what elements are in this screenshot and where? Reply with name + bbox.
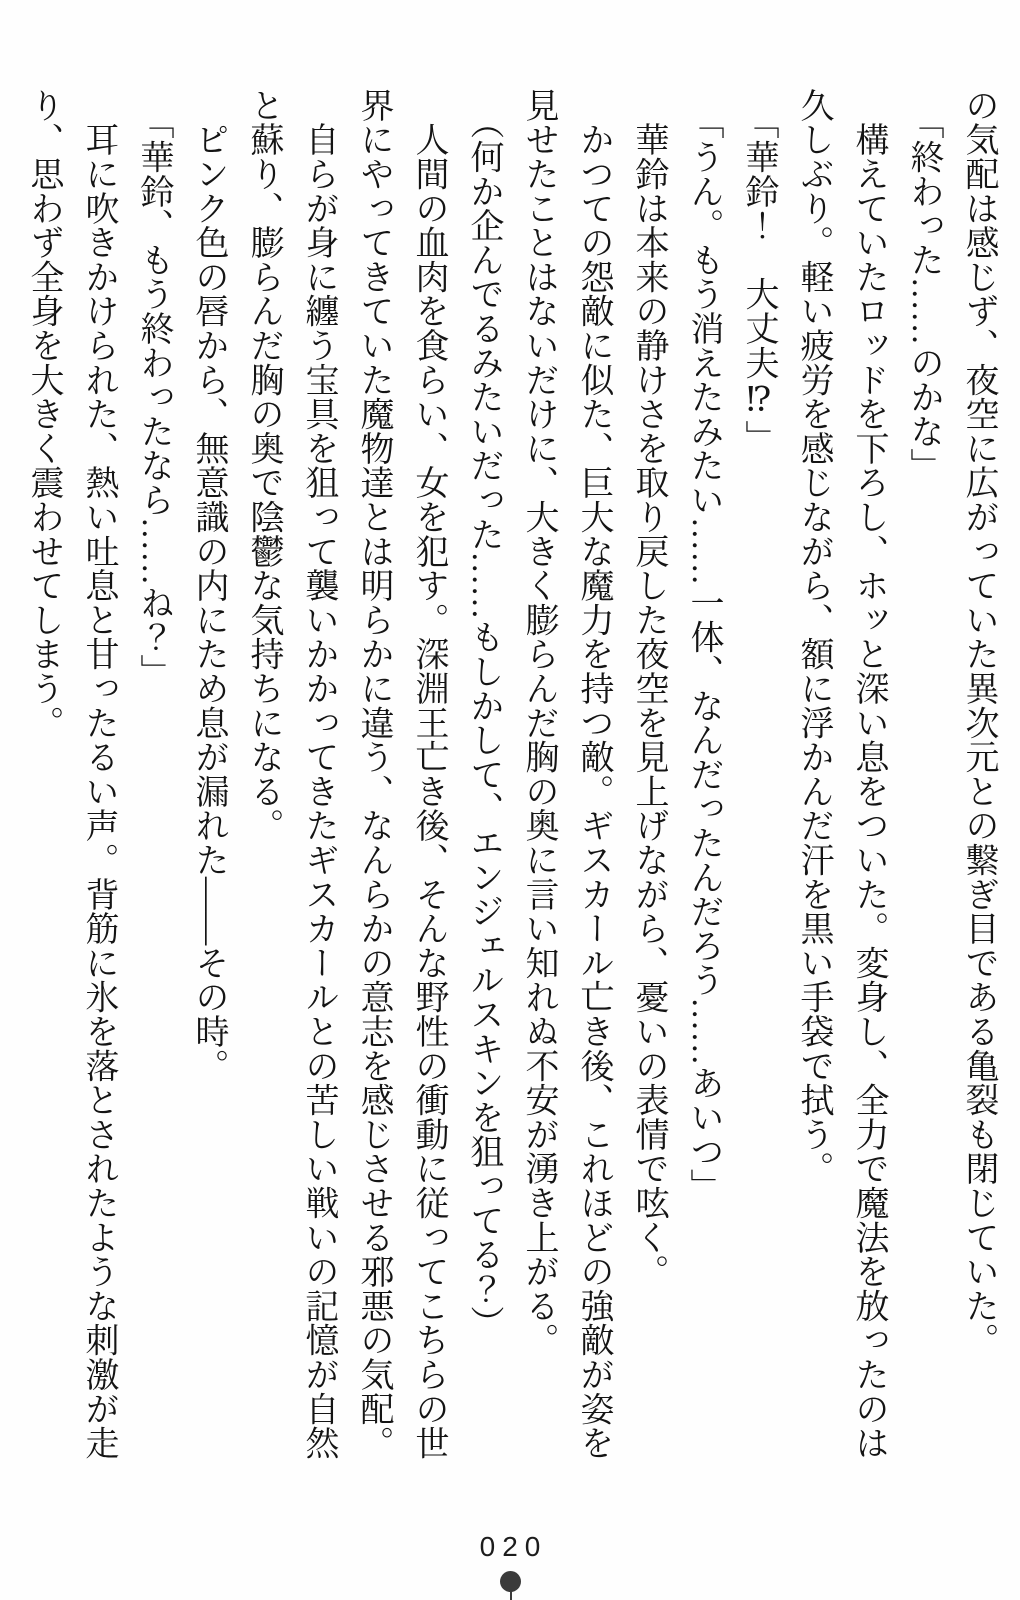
text-column: と蘇り、膨らんだ胸の奥で陰鬱な気持ちになる。 [245,88,282,843]
ornament-dot [500,1571,521,1592]
text-column: り、思わず全身を大きく震わせてしまう。 [25,88,62,740]
text-column: かつての怨敵に似た、巨大な魔力を持つ敵。ギスカール亡き後、これほどの強敵が姿を [575,88,612,1460]
text-column: 久しぶり。軽い疲労を感じながら、額に浮かんだ汗を黒い手袋で拭う。 [795,88,832,1186]
text-column: 耳に吹きかけられた、熱い吐息と甘ったるい声。背筋に氷を落とされたような刺激が走 [80,88,117,1460]
text-column: 界にやってきていた魔物達とは明らかに違う、なんらかの意志を感じさせる邪悪の気配。 [355,88,392,1460]
text-column: 「うん。もう消えたみたい……一体、なんだったんだろう……あいつ」 [685,88,722,1203]
text-column: 人間の血肉を食らい、女を犯す。深淵王亡き後、そんな野性の衝動に従ってこちらの世 [410,88,447,1460]
ornament-stem [510,1591,512,1600]
text-column: 「終わった……のかな」 [905,88,942,483]
text-column: の気配は感じず、夜空に広がっていた異次元との繋ぎ目である亀裂も閉じていた。 [960,88,997,1358]
text-column: 「華鈴！ 大丈夫⁉」 [740,88,777,455]
text-column: 自らが身に纏う宝具を狙って襲いかかってきたギスカールとの苦しい戦いの記憶が自然 [300,88,337,1460]
page-number: 020 [479,1531,548,1562]
text-column: 見せたことはないだけに、大きく膨らんだ胸の奥に言い知れぬ不安が湧き上がる。 [520,88,557,1358]
vertical-text-block [14,88,1006,1488]
text-column: 「華鈴、もう終わったなら……ね？」 [135,88,172,689]
text-column: （何か企んでるみたいだった……もしかして、エンジェルスキンを狙ってる？） [465,88,502,1341]
text-column: 華鈴は本来の静けさを取り戻した夜空を見上げながら、憂いの表情で呟く。 [630,88,667,1289]
text-column: 構えていたロッドを下ろし、ホッと深い息をついた。変身し、全力で魔法を放ったのは [850,88,887,1460]
filled-circle-ornament-icon [499,1571,522,1600]
text-column: ピンク色の唇から、無意識の内にため息が漏れた——その時。 [190,88,227,1083]
